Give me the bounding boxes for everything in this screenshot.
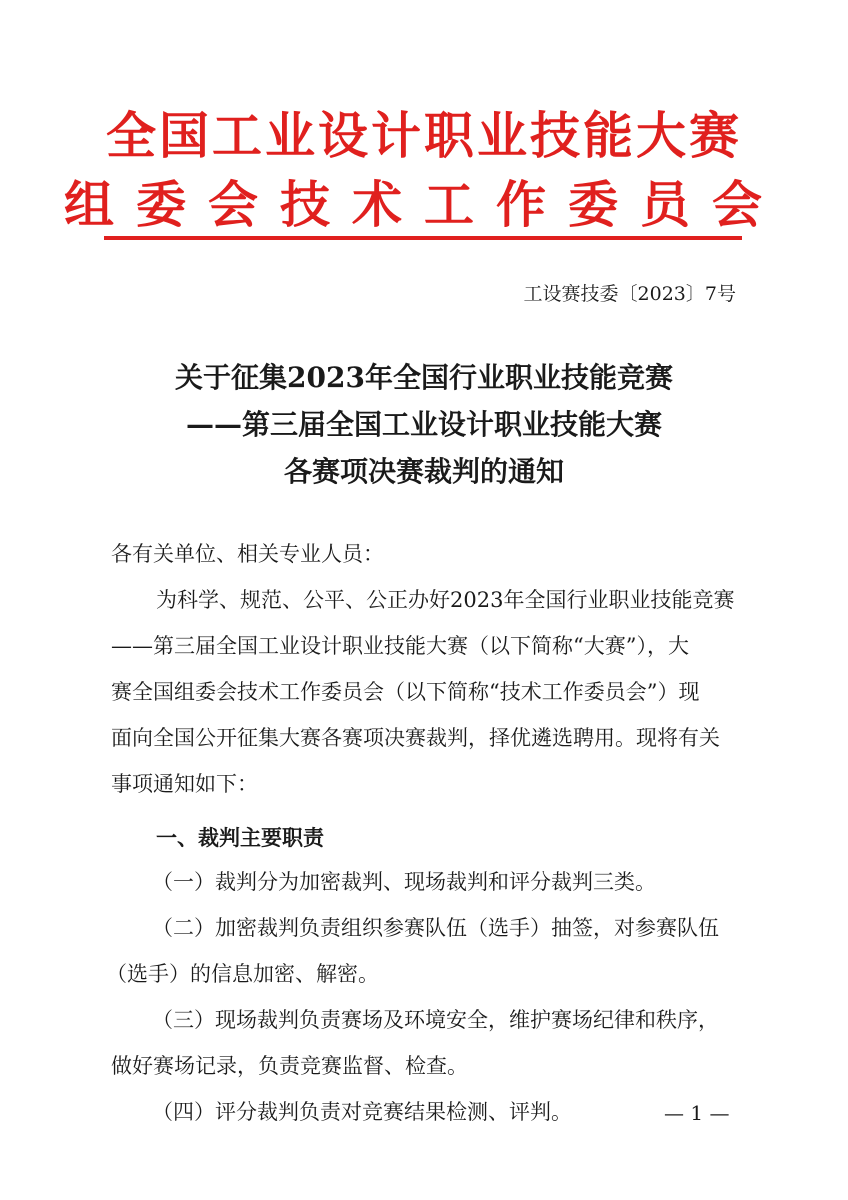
document-number: 工设赛技委〔2023〕7号 bbox=[523, 283, 736, 305]
intro-line-2: ——第三届全国工业设计职业技能大赛（以下简称“大赛”），大 bbox=[111, 634, 689, 658]
title-line-3: 各赛项决赛裁判的通知 bbox=[283, 455, 564, 488]
intro-line-4: 面向全国公开征集大赛各赛项决赛裁判，择优遴选聘用。现将有关 bbox=[111, 726, 720, 750]
letterhead-line-2: 组委会技术工作委员会 bbox=[64, 176, 784, 234]
page-number: — 1 — bbox=[664, 1101, 730, 1125]
letterhead-line-1: 全国工业设计职业技能大赛 bbox=[106, 107, 742, 165]
title-line-1: 关于征集2023年全国行业职业技能竞赛 bbox=[175, 361, 673, 394]
salutation: 各有关单位、相关专业人员： bbox=[111, 542, 384, 566]
intro-line-3: 赛全国组委会技术工作委员会（以下简称“技术工作委员会”）现 bbox=[111, 680, 700, 704]
title-line-2: ——第三届全国工业设计职业技能大赛 bbox=[185, 408, 662, 441]
item-line-1: （一）裁判分为加密裁判、现场裁判和评分裁判三类。 bbox=[152, 870, 656, 894]
item-line-4: （三）现场裁判负责赛场及环境安全，维护赛场纪律和秩序， bbox=[152, 1008, 719, 1032]
item-line-2: （二）加密裁判负责组织参赛队伍（选手）抽签，对参赛队伍 bbox=[152, 916, 719, 940]
intro-line-5: 事项通知如下： bbox=[111, 772, 258, 796]
intro-line-1: 为科学、规范、公平、公正办好2023年全国行业职业技能竞赛 bbox=[156, 588, 735, 612]
item-line-3: （选手）的信息加密、解密。 bbox=[106, 962, 379, 986]
section-heading-1: 一、裁判主要职责 bbox=[156, 826, 324, 850]
item-line-5: 做好赛场记录，负责竞赛监督、检查。 bbox=[111, 1054, 468, 1078]
letterhead-red-rule bbox=[104, 236, 742, 240]
item-line-6: （四）评分裁判负责对竞赛结果检测、评判。 bbox=[152, 1100, 572, 1124]
